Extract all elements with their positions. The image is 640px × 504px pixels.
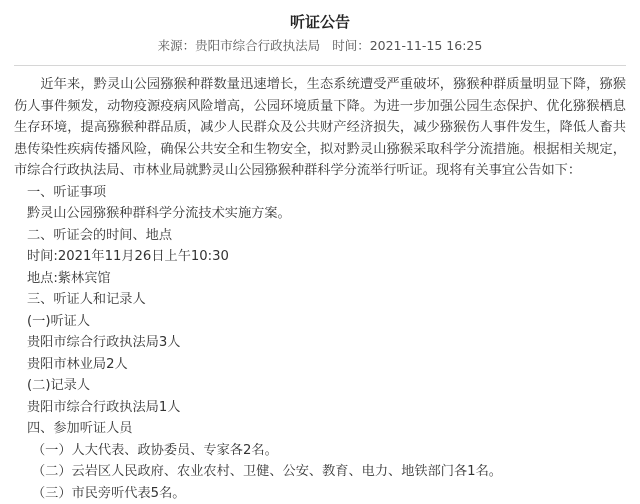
sub-heading: (二)记录人 [14, 375, 626, 397]
sub-heading: (一)听证人 [14, 311, 626, 333]
page-title: 听证公告 [14, 0, 626, 32]
intro-paragraph: 近年来，黔灵山公园猕猴种群数量迅速增长，生态系统遭受严重破坏，猕猴种群质量明显下降，猕猴伤人事件频发，动物疫源疫病风险增高，公园环境质量下降。为进一步加强公园生态保护、优化猕猴栖息生存环境，提高猕猴种群品质，减少人民群众及公共财产经济损失，减少猕猴伤人事件发生，降低人畜共患传染性疾病传播风险，确保公共安全和生物安全，拟对黔灵山猕猴采取科学分流措施。根据相关规定，市综合行政执法局、市林业局就黔灵山公园猕猴种群科学分流举行听证。现将有关事宜公告如下： [14, 74, 626, 182]
source-label: 来源：贵阳市综合行政执法局 [158, 38, 321, 53]
body-line: 时间:2021年11月26日上午10:30 [14, 246, 626, 268]
body-line: 贵阳市综合行政执法局1人 [14, 397, 626, 419]
body-line: 贵阳市综合行政执法局3人 [14, 332, 626, 354]
body-line: 贵阳市林业局2人 [14, 354, 626, 376]
article-meta [14, 37, 626, 55]
section-heading-1: 一、听证事项 [14, 182, 626, 204]
list-item: （三）市民旁听代表5名。 [14, 483, 626, 504]
body-line: 地点:紫林宾馆 [14, 268, 626, 290]
time-label: 时间：2021-11-15 16:25 [332, 38, 482, 53]
list-item: （二）云岩区人民政府、农业农村、卫健、公安、教育、电力、地铁部门各1名。 [14, 461, 626, 483]
section-heading-4: 四、参加听证人员 [14, 418, 626, 440]
list-item: （一）人大代表、政协委员、专家各2名。 [14, 440, 626, 462]
section-heading-2: 二、听证会的时间、地点 [14, 225, 626, 247]
body-line: 黔灵山公园猕猴种群科学分流技术实施方案。 [14, 203, 626, 225]
header-divider [14, 65, 626, 66]
section-heading-3: 三、听证人和记录人 [14, 289, 626, 311]
